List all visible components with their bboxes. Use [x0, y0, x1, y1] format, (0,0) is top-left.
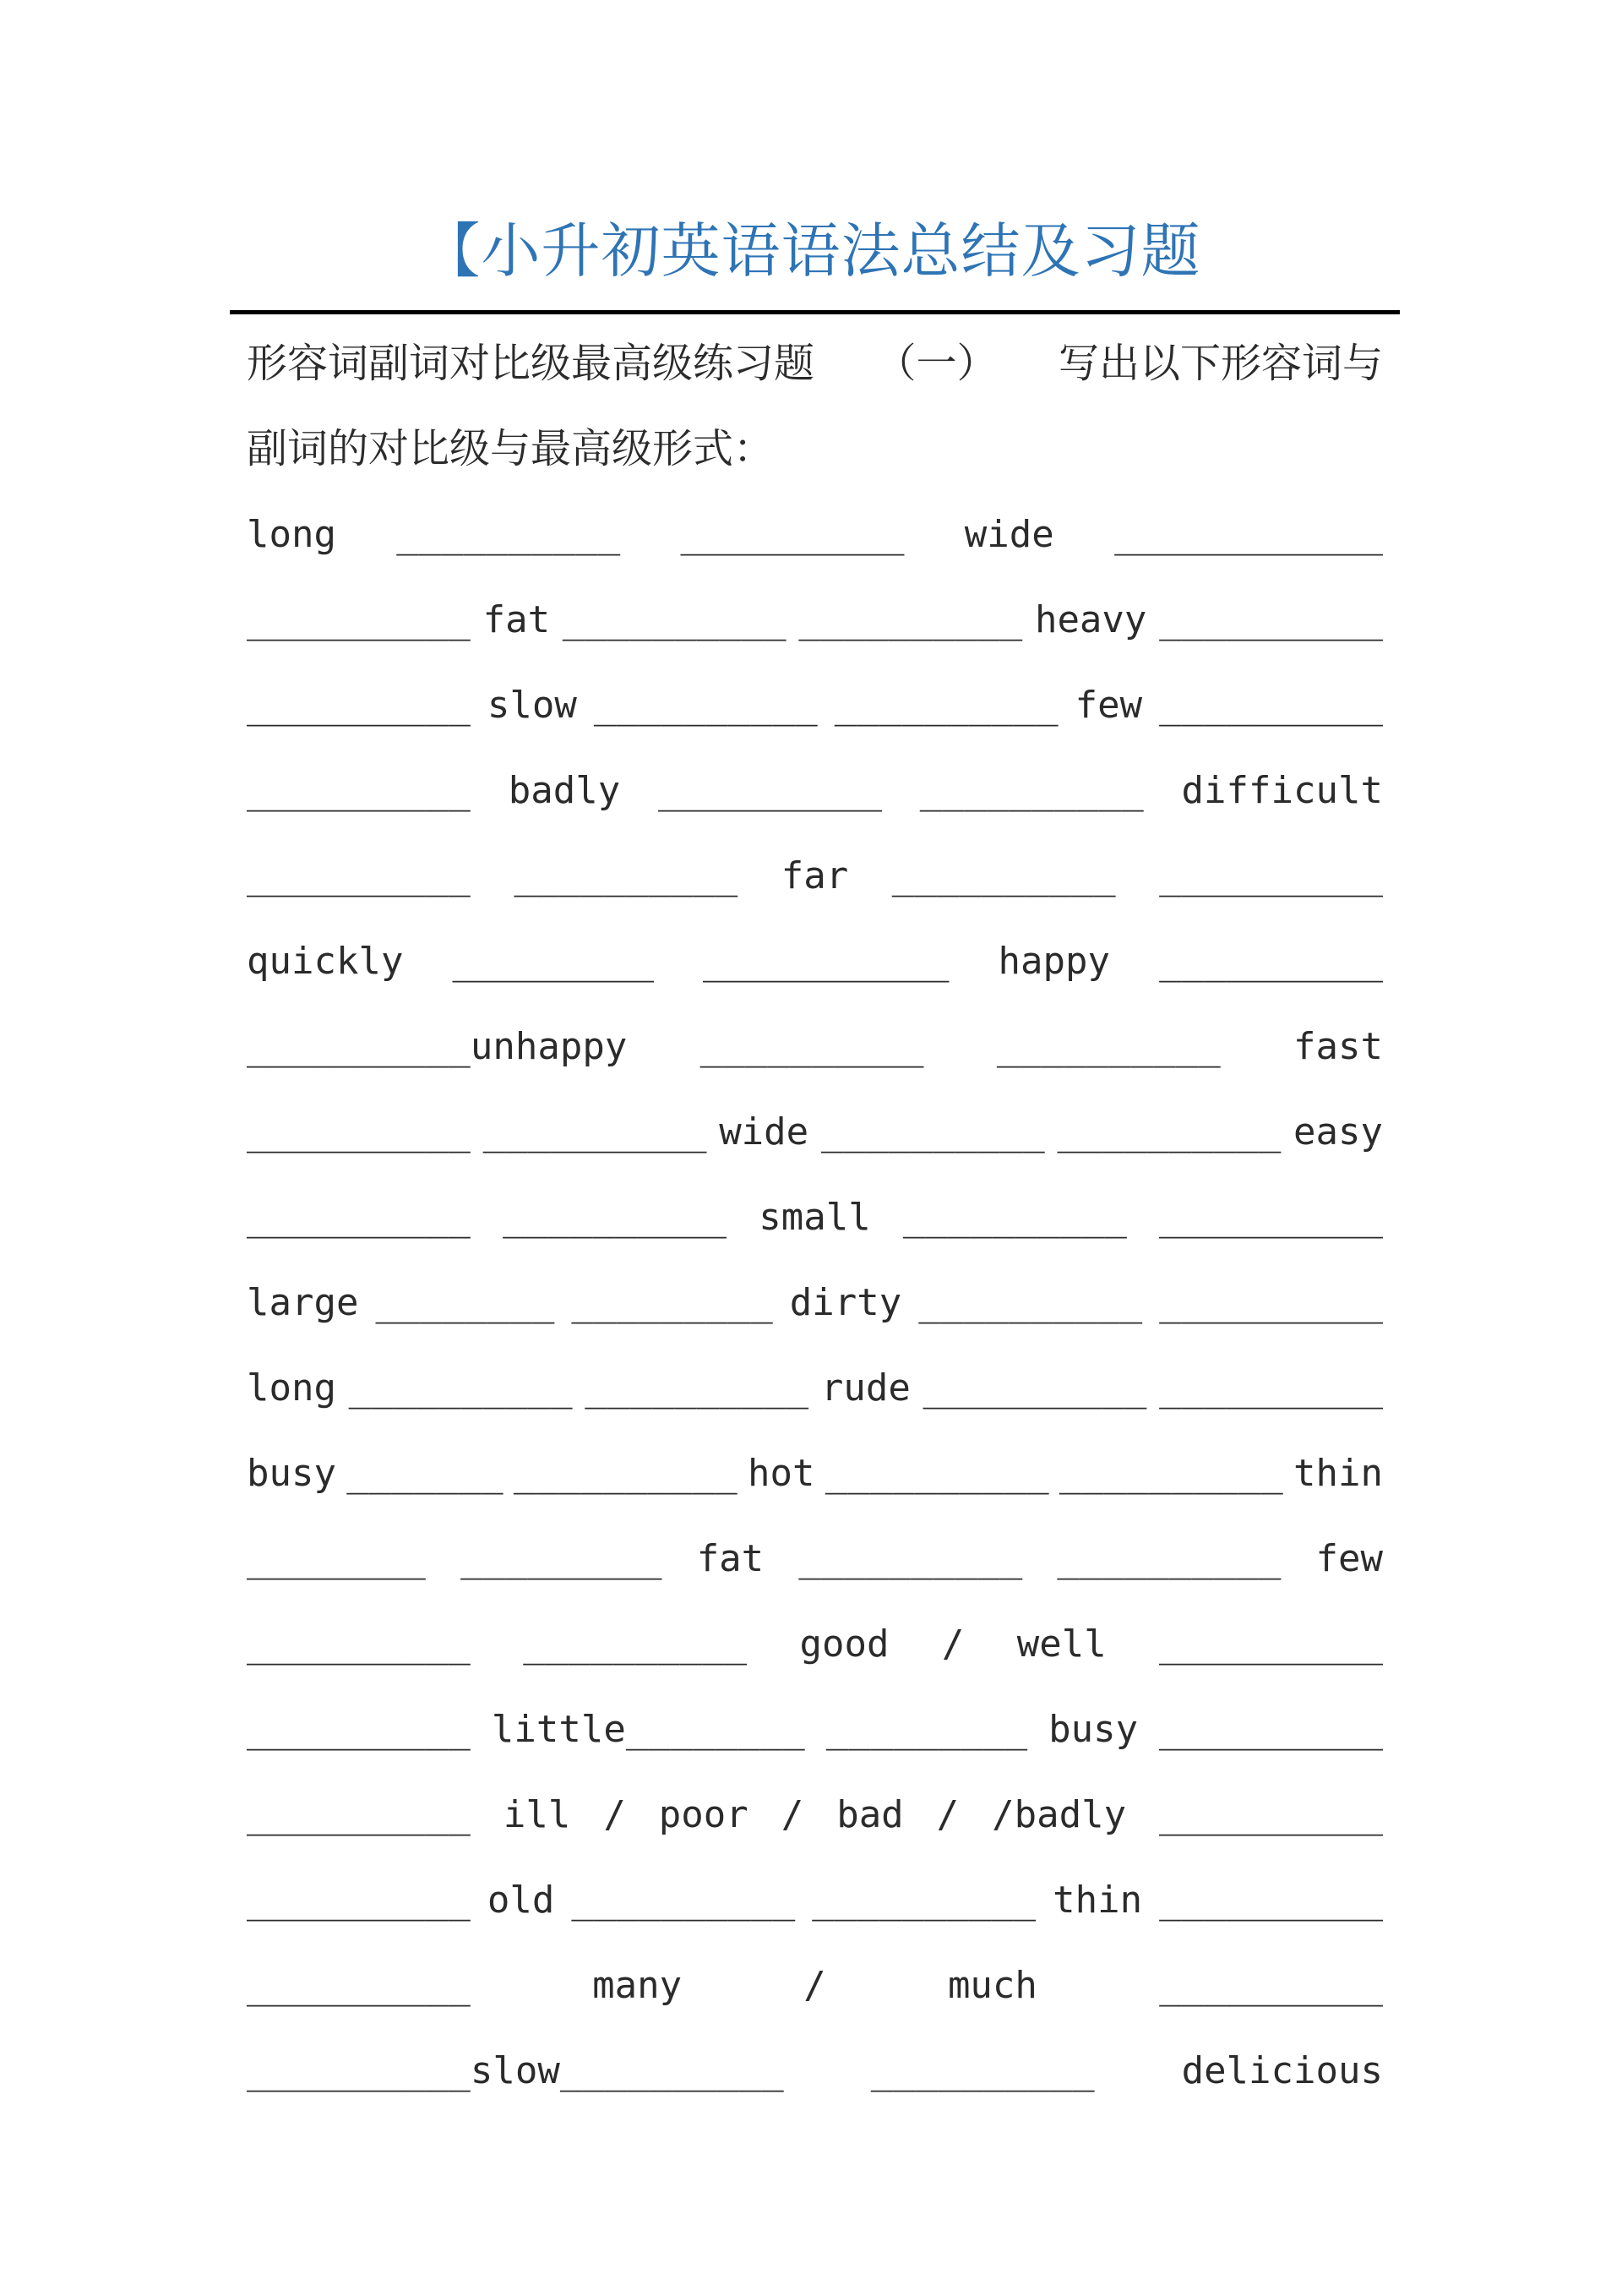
- word-token: many: [592, 1964, 683, 2007]
- word-token: long: [247, 1366, 336, 1410]
- exercise-row: [247, 577, 1383, 663]
- answer-blank: _________: [460, 1537, 662, 1580]
- exercise-row: [247, 919, 1383, 1004]
- exercise-row: [247, 1175, 1383, 1260]
- answer-blank: _______: [346, 1452, 503, 1495]
- answer-blank: __________: [1057, 1537, 1282, 1580]
- document-title: 【小升初英语语法总结及习题: [421, 216, 1201, 286]
- exercise-rows: [247, 492, 1383, 2113]
- answer-blank: __________: [1159, 854, 1383, 897]
- word-token: slow: [487, 684, 577, 727]
- answer-blank: __________: [699, 1025, 924, 1068]
- answer-blank: __________: [658, 769, 882, 812]
- word-token: __________slow__________: [247, 2049, 784, 2092]
- answer-blank: __________: [562, 598, 787, 641]
- word-token: badly: [508, 769, 621, 812]
- answer-blank: __________: [247, 684, 471, 727]
- word-token: good: [799, 1622, 890, 1666]
- answer-blank: __________: [571, 1879, 796, 1922]
- word-token: easy: [1293, 1110, 1383, 1153]
- word-token: fat: [482, 598, 551, 641]
- exercise-row: [247, 833, 1383, 919]
- answer-blank: __________: [919, 769, 1144, 812]
- answer-blank: __________: [918, 1281, 1143, 1324]
- answer-blank: __________: [247, 598, 471, 641]
- answer-blank: __________: [247, 1964, 471, 2007]
- word-token: long: [247, 513, 336, 556]
- answer-blank: __________: [1159, 684, 1383, 727]
- answer-blank: __________: [680, 513, 905, 556]
- answer-blank: __________: [1059, 1452, 1283, 1495]
- answer-blank: __________: [247, 1793, 471, 1836]
- word-token: fast: [1293, 1025, 1383, 1068]
- intro-text-part: （一）: [875, 340, 998, 387]
- exercise-row: [247, 663, 1383, 748]
- word-token: bad: [836, 1793, 904, 1836]
- word-token: well: [1016, 1622, 1107, 1666]
- word-token: /: [803, 1964, 826, 2007]
- exercise-row: [247, 1857, 1383, 1943]
- answer-blank: __________: [996, 1025, 1221, 1068]
- answer-blank: __________: [1159, 1281, 1383, 1324]
- answer-blank: __________: [798, 598, 1023, 641]
- answer-blank: ________: [375, 1281, 555, 1324]
- word-token: little________: [491, 1708, 805, 1751]
- exercise-row: [247, 1431, 1383, 1516]
- word-token: wide: [964, 513, 1054, 556]
- answer-blank: __________: [585, 1366, 809, 1410]
- answer-blank: __________: [482, 1110, 707, 1153]
- word-token: busy: [247, 1452, 336, 1495]
- exercise-row: [247, 2028, 1383, 2113]
- answer-blank: __________: [820, 1110, 1045, 1153]
- intro-text: 副词的对比级与最高级形式：: [247, 425, 775, 472]
- answer-blank: __________: [514, 854, 738, 897]
- answer-blank: __________: [247, 854, 471, 897]
- word-token: few: [1075, 684, 1143, 727]
- word-token: hot: [748, 1452, 815, 1495]
- answer-blank: __________: [503, 1196, 727, 1239]
- answer-blank: __________: [812, 1879, 1037, 1922]
- word-token: poor: [658, 1793, 748, 1836]
- answer-blank: __________: [1159, 1622, 1383, 1666]
- word-token: /: [936, 1793, 960, 1836]
- word-token: rude: [820, 1366, 911, 1410]
- intro-text-part: 形容词副词对比级最高级练习题: [247, 340, 815, 387]
- word-token: happy: [998, 940, 1110, 983]
- word-token: quickly: [247, 940, 404, 983]
- answer-blank: __________: [247, 1879, 471, 1922]
- answer-blank: __________: [523, 1622, 748, 1666]
- word-token: thin: [1293, 1452, 1383, 1495]
- word-token: /: [781, 1793, 804, 1836]
- answer-blank: __________: [1159, 1793, 1383, 1836]
- word-token: delicious: [1181, 2049, 1383, 2092]
- exercise-row: [247, 748, 1383, 833]
- answer-blank: __________: [798, 1537, 1023, 1580]
- answer-blank: __________: [834, 684, 1059, 727]
- intro-line-1: [247, 321, 1383, 406]
- exercise-row: [247, 1516, 1383, 1601]
- word-token: thin: [1053, 1879, 1143, 1922]
- exercise-row: [247, 1004, 1383, 1089]
- answer-blank: __________: [825, 1452, 1049, 1495]
- exercise-row: [247, 1943, 1383, 2028]
- answer-blank: __________: [1159, 1196, 1383, 1239]
- exercise-row: [247, 1089, 1383, 1175]
- answer-blank: __________: [247, 1622, 471, 1666]
- answer-blank: __________: [1057, 1110, 1282, 1153]
- word-token: old: [487, 1879, 555, 1922]
- word-token: __________unhappy: [247, 1025, 628, 1068]
- exercise-row: [247, 492, 1383, 577]
- answer-blank: ____________: [1114, 513, 1383, 556]
- word-token: /: [941, 1622, 965, 1666]
- word-token: busy: [1048, 1708, 1139, 1751]
- answer-blank: _________: [571, 1281, 773, 1324]
- answer-blank: __________: [1159, 1879, 1383, 1922]
- answer-blank: __________: [870, 2049, 1095, 2092]
- word-token: heavy: [1034, 598, 1147, 641]
- answer-blank: _________: [825, 1708, 1028, 1751]
- word-token: ill: [503, 1793, 571, 1836]
- answer-blank: __________: [1159, 940, 1383, 983]
- exercise-row: [247, 1601, 1383, 1687]
- word-token: /badly: [992, 1793, 1127, 1836]
- exercise-row: [247, 1772, 1383, 1857]
- answer-blank: __________: [513, 1452, 738, 1495]
- exercise-row: [247, 1345, 1383, 1431]
- answer-blank: __________: [396, 513, 621, 556]
- answer-blank: __________: [1159, 1964, 1383, 2007]
- answer-blank: ________: [247, 1537, 426, 1580]
- answer-blank: __________: [1159, 1708, 1383, 1751]
- answer-blank: __________: [593, 684, 818, 727]
- answer-blank: __________: [891, 854, 1116, 897]
- word-token: fat: [696, 1537, 765, 1580]
- word-token: /: [603, 1793, 626, 1836]
- word-token: small: [759, 1196, 871, 1239]
- title-divider: [230, 310, 1400, 314]
- exercise-row: [247, 1687, 1383, 1772]
- answer-blank: __________: [1159, 598, 1383, 641]
- word-token: few: [1315, 1537, 1383, 1580]
- answer-blank: __________: [348, 1366, 573, 1410]
- exercise-row: [247, 1260, 1383, 1345]
- word-token: much: [947, 1964, 1037, 2007]
- answer-blank: __________: [923, 1366, 1147, 1410]
- exercise-body: [247, 321, 1383, 2113]
- answer-blank: __________: [247, 1110, 471, 1153]
- word-token: wide: [719, 1110, 809, 1153]
- answer-blank: __________: [247, 1708, 471, 1751]
- answer-blank: __________: [247, 1196, 471, 1239]
- answer-blank: __________: [247, 769, 471, 812]
- answer-blank: _________: [452, 940, 654, 983]
- answer-blank: __________: [1159, 1366, 1383, 1410]
- word-token: difficult: [1181, 769, 1383, 812]
- answer-blank: __________: [902, 1196, 1127, 1239]
- word-token: dirty: [789, 1281, 902, 1324]
- word-token: far: [781, 854, 849, 897]
- intro-text-part: 写出以下形容词与: [1058, 340, 1383, 387]
- word-token: large: [247, 1281, 359, 1324]
- answer-blank: ___________: [703, 940, 950, 983]
- intro-line-2: [247, 406, 1383, 492]
